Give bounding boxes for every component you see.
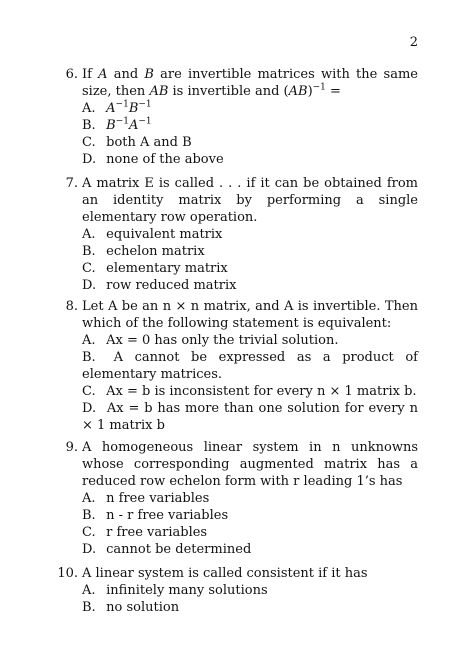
question-7	[52, 175, 418, 294]
question-stem: A homogeneous linear system in n unknowns whose corresponding augmented matrix has a reduced row echelon form with r leading 1’s has	[82, 440, 418, 489]
question-number: 8.	[65, 299, 78, 314]
question-number: 10.	[57, 566, 78, 581]
question-8	[52, 298, 418, 434]
question-stem: A matrix E is called . . . if it can be obtained from an identity matrix by performing a single elementary row operation.	[82, 176, 418, 225]
question-number: 7.	[65, 176, 78, 191]
option-b: B. A cannot be expressed as a product of elementary matrices.	[82, 350, 418, 382]
option-b: B. no solution	[82, 600, 180, 615]
question-stem: Let A be an n × n matrix, and A is invertible. Then which of the following statement is equivalent:	[82, 299, 418, 331]
option-d: D. row reduced matrix	[82, 278, 237, 293]
option-a: A. Ax = 0 has only the trivial solution.	[82, 333, 339, 348]
option-a: A. infinitely many solutions	[82, 583, 268, 598]
page-number: 2	[409, 35, 418, 50]
option-c: C. Ax = b is inconsistent for every n × 1 matrix b.	[82, 384, 417, 399]
option-b: B. echelon matrix	[82, 244, 205, 259]
question-number: 9.	[65, 440, 78, 455]
option-a: A. n free variables	[82, 491, 210, 506]
option-a: A. $A^{-1}B^{-1}$	[82, 99, 152, 116]
option-a: A. equivalent matrix	[82, 227, 223, 242]
option-b: B. n - r free variables	[82, 508, 229, 523]
option-c: C. elementary matrix	[82, 261, 228, 276]
question-number: 6.	[65, 67, 78, 82]
question-stem: A linear system is called consistent if it has	[82, 566, 368, 581]
option-d: D. none of the above	[82, 152, 224, 167]
question-stem: If A and B are invertible matrices with the same size, then AB is invertible and (AB)$^{-1}$ =	[82, 67, 418, 99]
question-10	[52, 565, 418, 616]
question-6	[52, 66, 418, 168]
option-b: B. $B^{-1}A^{-1}$	[82, 116, 152, 133]
option-c: C. both A and B	[82, 135, 192, 150]
option-c: C. r free variables	[82, 525, 208, 540]
option-d: D. Ax = b has more than one solution for every n × 1 matrix b	[82, 401, 418, 433]
option-d: D. cannot be determined	[82, 542, 252, 557]
question-9	[52, 439, 418, 558]
